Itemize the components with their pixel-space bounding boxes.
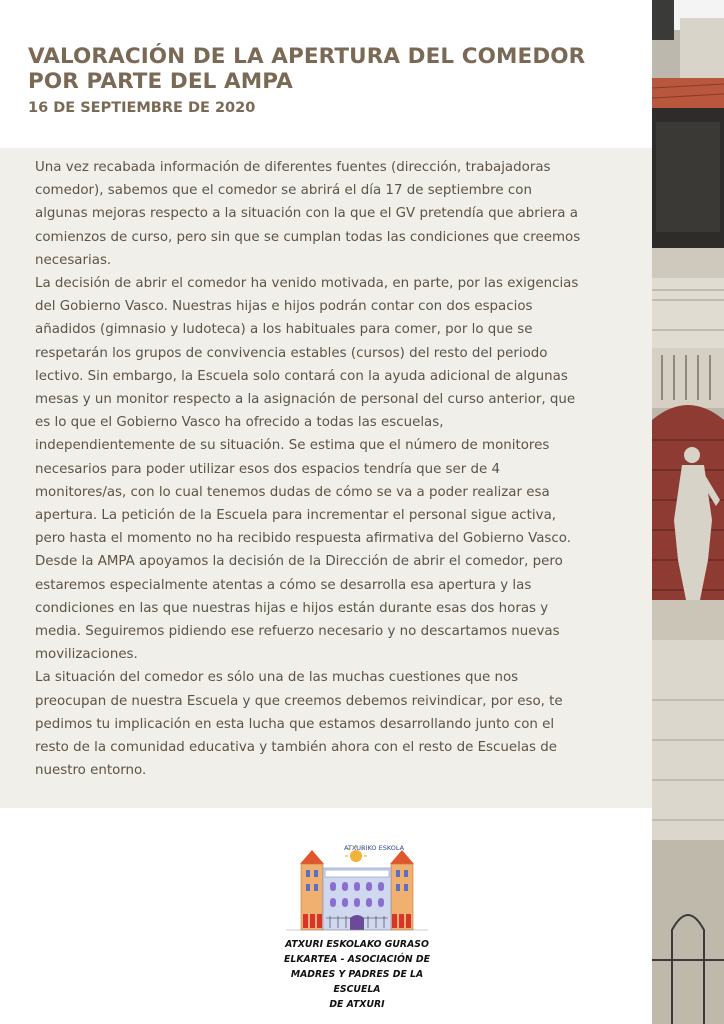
caption-line: MADRES Y PADRES DE LA ESCUELA xyxy=(290,969,424,995)
paragraph: La situación del comedor es sólo una de las muchas cuestiones que nos preocupan de nuestra Escuela y que creemos debemos reivindicar, por eso, te pedimos tu implicación en esta lucha que estamos desarrollando junto con el resto de la comunidad educativa y también ahora con el resto de Escuelas de nuestro entorno. xyxy=(35,670,563,779)
paragraph: La decisión de abrir el comedor ha venido motivada, en parte, por las exigencias del Gobierno Vasco. Nuestras hijas e hijos podrán contar con dos espacios añadidos (gimnasio y ludoteca) a los habituales para comer, por lo que se respetarán los grupos de convivencia estables (cursos) del resto del periodo lectivo. Sin embargo, la Escuela solo contará con la ayuda adicional de algunas mesas y un monitor respecto a la asignación de personal del curso anterior, que es lo que el Gobierno Vasco ha ofrecido a todas las escuelas, independientemente de su situación. Se estima que el número de monitores necesarios para poder utilizar esos dos espacios tendría que ser de 4 monitores/as, con lo cual tenemos dudas de cómo se va a poder realizar esa apertura. La petición de la Escuela para incrementar el personal sigue activa, pero hasta el momento no ha recibido respuesta afirmativa del Gobierno Vasco. xyxy=(35,276,579,547)
logo-drawing-text: ATXURIKO ESKOLA xyxy=(343,844,405,852)
caption-line: ELKARTEA - ASOCIACIÓN DE xyxy=(284,954,430,965)
page-date: 16 DE SEPTIEMBRE DE 2020 xyxy=(28,100,256,116)
ampa-logo-drawing xyxy=(282,838,432,934)
caption-line: ATXURI ESKOLAKO GURASO xyxy=(285,939,429,950)
body-text xyxy=(35,156,587,782)
paragraph: Una vez recabada información de diferentes fuentes (dirección, trabajadoras comedor), sabemos que el comedor se abrirá el día 17 de septiembre con algunas mejoras respecto a la situación con la que el GV pretendía que abriera a comienzos de curso, pero sin que se cumplan todas las condiciones que creemos necesarias. xyxy=(35,160,581,268)
page-title: VALORACIÓN DE LA APERTURA DEL COMEDOR POR PARTE DEL AMPA xyxy=(28,44,586,94)
caption-line: DE ATXURI xyxy=(329,999,385,1010)
ampa-caption xyxy=(272,937,442,1012)
paragraph: Desde la AMPA apoyamos la decisión de la Dirección de abrir el comedor, pero estaremos especialmente atentas a cómo se desarrolla esa apertura y las condiciones en las que nuestras hijas e hijos están durante esas dos horas y media. Seguiremos pidiendo ese refuerzo necesario y no descartamos nuevas movilizaciones. xyxy=(35,554,563,663)
building-photo xyxy=(652,0,724,1024)
